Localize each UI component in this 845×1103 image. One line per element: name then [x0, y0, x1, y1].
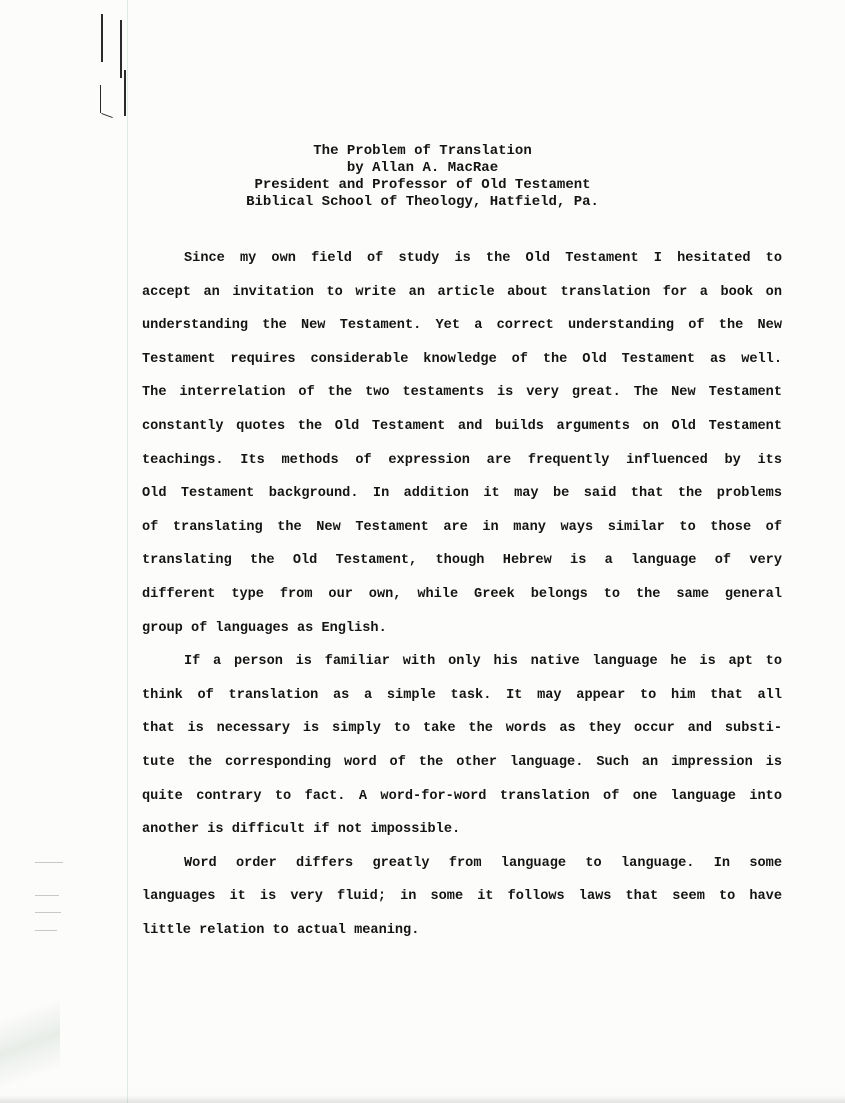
author-institution: Biblical School of Theology, Hatfield, Pa.: [246, 194, 599, 210]
paragraph-1-line-10: translating the Old Testament, though Hebrew is a language of very: [142, 553, 782, 569]
paragraph-2-line-5: quite contrary to fact. A word-for-word translation of one language into: [142, 788, 782, 804]
paragraph-1-line-12: group of languages as English.: [142, 620, 387, 636]
paragraph-1-line-11: different type from our own, while Greek belongs to the same general: [142, 586, 782, 602]
paragraph-2-line-4: tute the corresponding word of the other language. Such an impression is: [142, 754, 782, 770]
paragraph-1-line-5: The interrelation of the two testaments is very great. The New Testament: [142, 385, 782, 401]
page-bottom-edge: [0, 1095, 845, 1103]
paragraph-1-line-6: constantly quotes the Old Testament and builds arguments on Old Testament: [142, 418, 782, 434]
scan-mark-2: [120, 20, 122, 78]
author-position: President and Professor of Old Testament: [254, 177, 591, 193]
margin-speck-2: [35, 895, 59, 896]
margin-speck-4: [35, 930, 57, 931]
paragraph-3-line-1: Word order differs greatly from language to language. In some: [184, 855, 782, 871]
margin-speck-1: [35, 862, 63, 863]
document-author: by Allan A. MacRae: [346, 160, 499, 176]
paragraph-1-line-1: Since my own field of study is the Old Testament I hesitated to: [184, 251, 782, 266]
paragraph-3-line-3: little relation to actual meaning.: [142, 922, 420, 938]
paragraph-2-line-3: that is necessary is simply to take the words as they occur and substi-: [142, 721, 782, 737]
paragraph-1-line-2: accept an invitation to write an article about translation for a book on: [142, 284, 782, 300]
scan-shadow: [0, 950, 60, 1103]
paragraph-2-line-6: another is difficult if not impossible.: [142, 822, 461, 838]
document-body: [142, 242, 782, 947]
scan-mark-3: [124, 70, 126, 116]
paragraph-2-line-1: If a person is familiar with only his native language he is apt to: [184, 654, 782, 670]
paragraph-1-line-3: understanding the New Testament. Yet a correct understanding of the New: [142, 318, 782, 334]
paragraph-1-line-4: Testament requires considerable knowledge of the Old Testament as well.: [142, 351, 782, 367]
margin-speck-3: [35, 912, 61, 913]
scan-mark-5: [101, 113, 113, 118]
paragraph-1-line-8: Old Testament background. In addition it may be said that the problems: [142, 486, 782, 502]
scan-mark-4: [100, 85, 101, 113]
paragraph-3-line-2: languages it is very fluid; in some it follows laws that seem to have: [142, 889, 782, 905]
paragraph-2-line-2: think of translation as a simple task. It may appear to him that all: [142, 687, 782, 703]
scan-mark-1: [101, 14, 103, 62]
document-title: The Problem of Translation: [313, 143, 532, 159]
paragraph-1-line-9: of translating the New Testament are in many ways similar to those of: [142, 519, 782, 535]
document-header: [0, 143, 845, 211]
paragraph-1-line-7: teachings. Its methods of expression are frequently influenced by its: [142, 452, 782, 468]
